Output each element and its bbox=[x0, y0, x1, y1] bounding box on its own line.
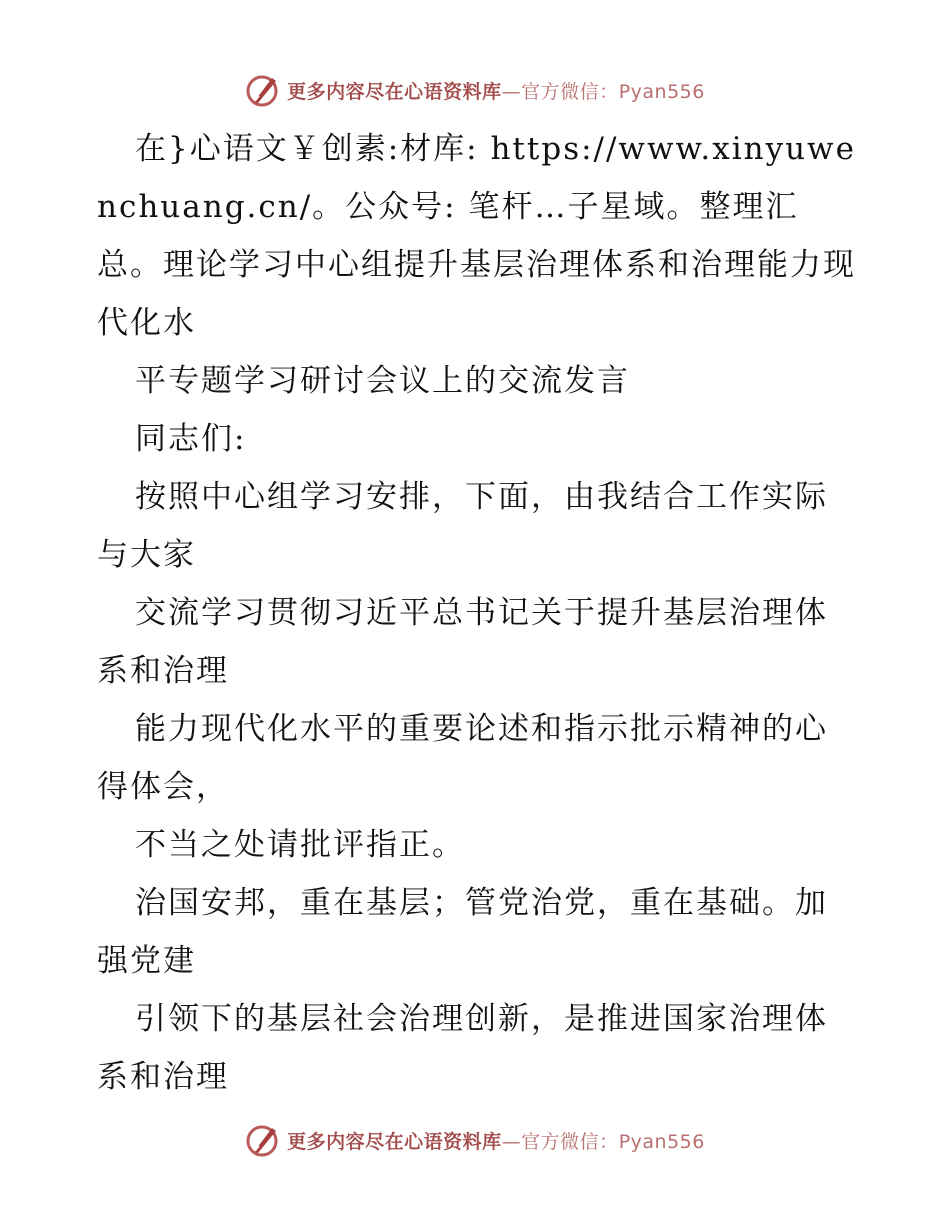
document-body bbox=[97, 120, 857, 1106]
paragraph: 平专题学习研讨会议上的交流发言 bbox=[135, 363, 630, 399]
paragraph: 按照中心组学习安排，下面，由我结合工作实际与大家 bbox=[97, 479, 828, 573]
banner-title: 更多内容尽在心语资料库 bbox=[287, 1130, 502, 1153]
paragraph: 引领下的基层社会治理创新，是推进国家治理体系和治理 bbox=[97, 1001, 828, 1095]
banner-dash-label: —官方微信： bbox=[501, 1130, 619, 1153]
paragraph: 不当之处请批评指正。 bbox=[135, 827, 465, 863]
banner-dash-label: —官方微信： bbox=[501, 80, 619, 103]
paragraph: 同志们: bbox=[135, 421, 247, 457]
banner-account: Pyan556 bbox=[618, 1130, 705, 1153]
banner-text bbox=[287, 77, 705, 104]
header-banner bbox=[0, 70, 950, 110]
quill-pen-logo-icon bbox=[245, 72, 281, 108]
banner-account: Pyan556 bbox=[618, 80, 705, 103]
paragraph: 交流学习贯彻习近平总书记关于提升基层治理体系和治理 bbox=[97, 595, 828, 689]
quill-pen-logo-icon bbox=[245, 1122, 281, 1158]
paragraph: 治国安邦，重在基层；管党治党，重在基础。加强党建 bbox=[97, 885, 828, 979]
footer-banner bbox=[0, 1120, 950, 1160]
banner-title: 更多内容尽在心语资料库 bbox=[287, 80, 502, 103]
banner-text bbox=[287, 1127, 705, 1154]
paragraph: 能力现代化水平的重要论述和指示批示精神的心得体会， bbox=[97, 711, 828, 805]
paragraph: 在}心语文￥创素:材库: https://www.xinyuwenchuang.cn/。公众号: 笔杆…子星域。整理汇总。理论学习中心组提升基层治理体系和治理能力现代化水 bbox=[97, 131, 856, 341]
